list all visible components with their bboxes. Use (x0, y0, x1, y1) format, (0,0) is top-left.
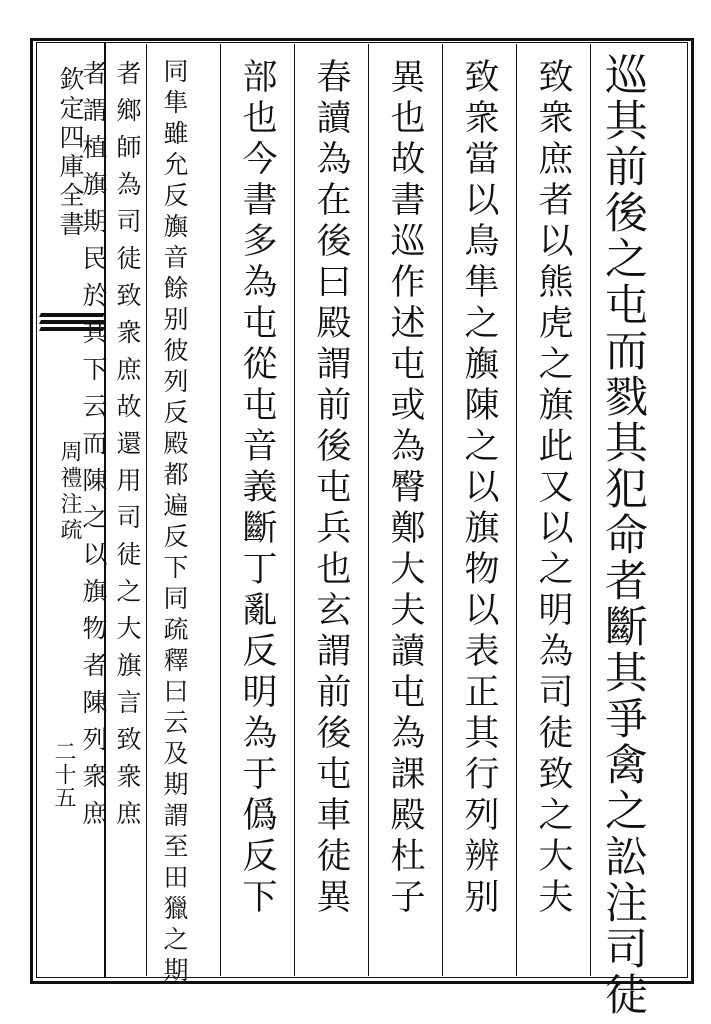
column-rule (220, 44, 221, 976)
text-column-1: 巡其前後之屯而戮其犯命者斷其爭禽之訟注司徒 (598, 52, 648, 1018)
text-column-2: 致衆庶者以熊虎之旗此又以之明為司徒致之大夫 (533, 58, 573, 919)
column-rule (294, 44, 295, 976)
text-column-3: 致衆當以鳥隼之旟陳之以旗物以表正其行列辨别 (459, 58, 499, 919)
text-column-6: 部也今書多為屯從屯音義斷丁亂反明為于僞反下 (237, 58, 277, 919)
text-column-8: 者鄉師為司徒致衆庶故還用司徒之大旗言致衆庶 (113, 60, 142, 837)
column-rule (442, 44, 443, 976)
page-number: 二十五 (51, 740, 76, 809)
text-column-7: 同隼雖允反旟音餘别彼列反殿都遍反下同疏釋曰云及期謂至田獵之期 (160, 58, 189, 988)
text-column-4: 異也故書巡作述屯或為臀鄭大夫讀屯為課殿杜子 (385, 58, 425, 919)
text-column-9: 者謂植旗期民於其下云而陳之以旗物者陳列衆庶 (79, 60, 108, 837)
column-rule (590, 44, 591, 976)
column-rule (368, 44, 369, 976)
text-column-5: 春讀為在後曰殿謂前後屯兵也玄謂前後屯車徒異 (311, 58, 351, 919)
book-title: 欽定四庫全書 (56, 66, 85, 240)
column-rule (146, 44, 147, 976)
chapter-title: 周禮注疏 (57, 440, 82, 544)
column-rule (516, 44, 517, 976)
